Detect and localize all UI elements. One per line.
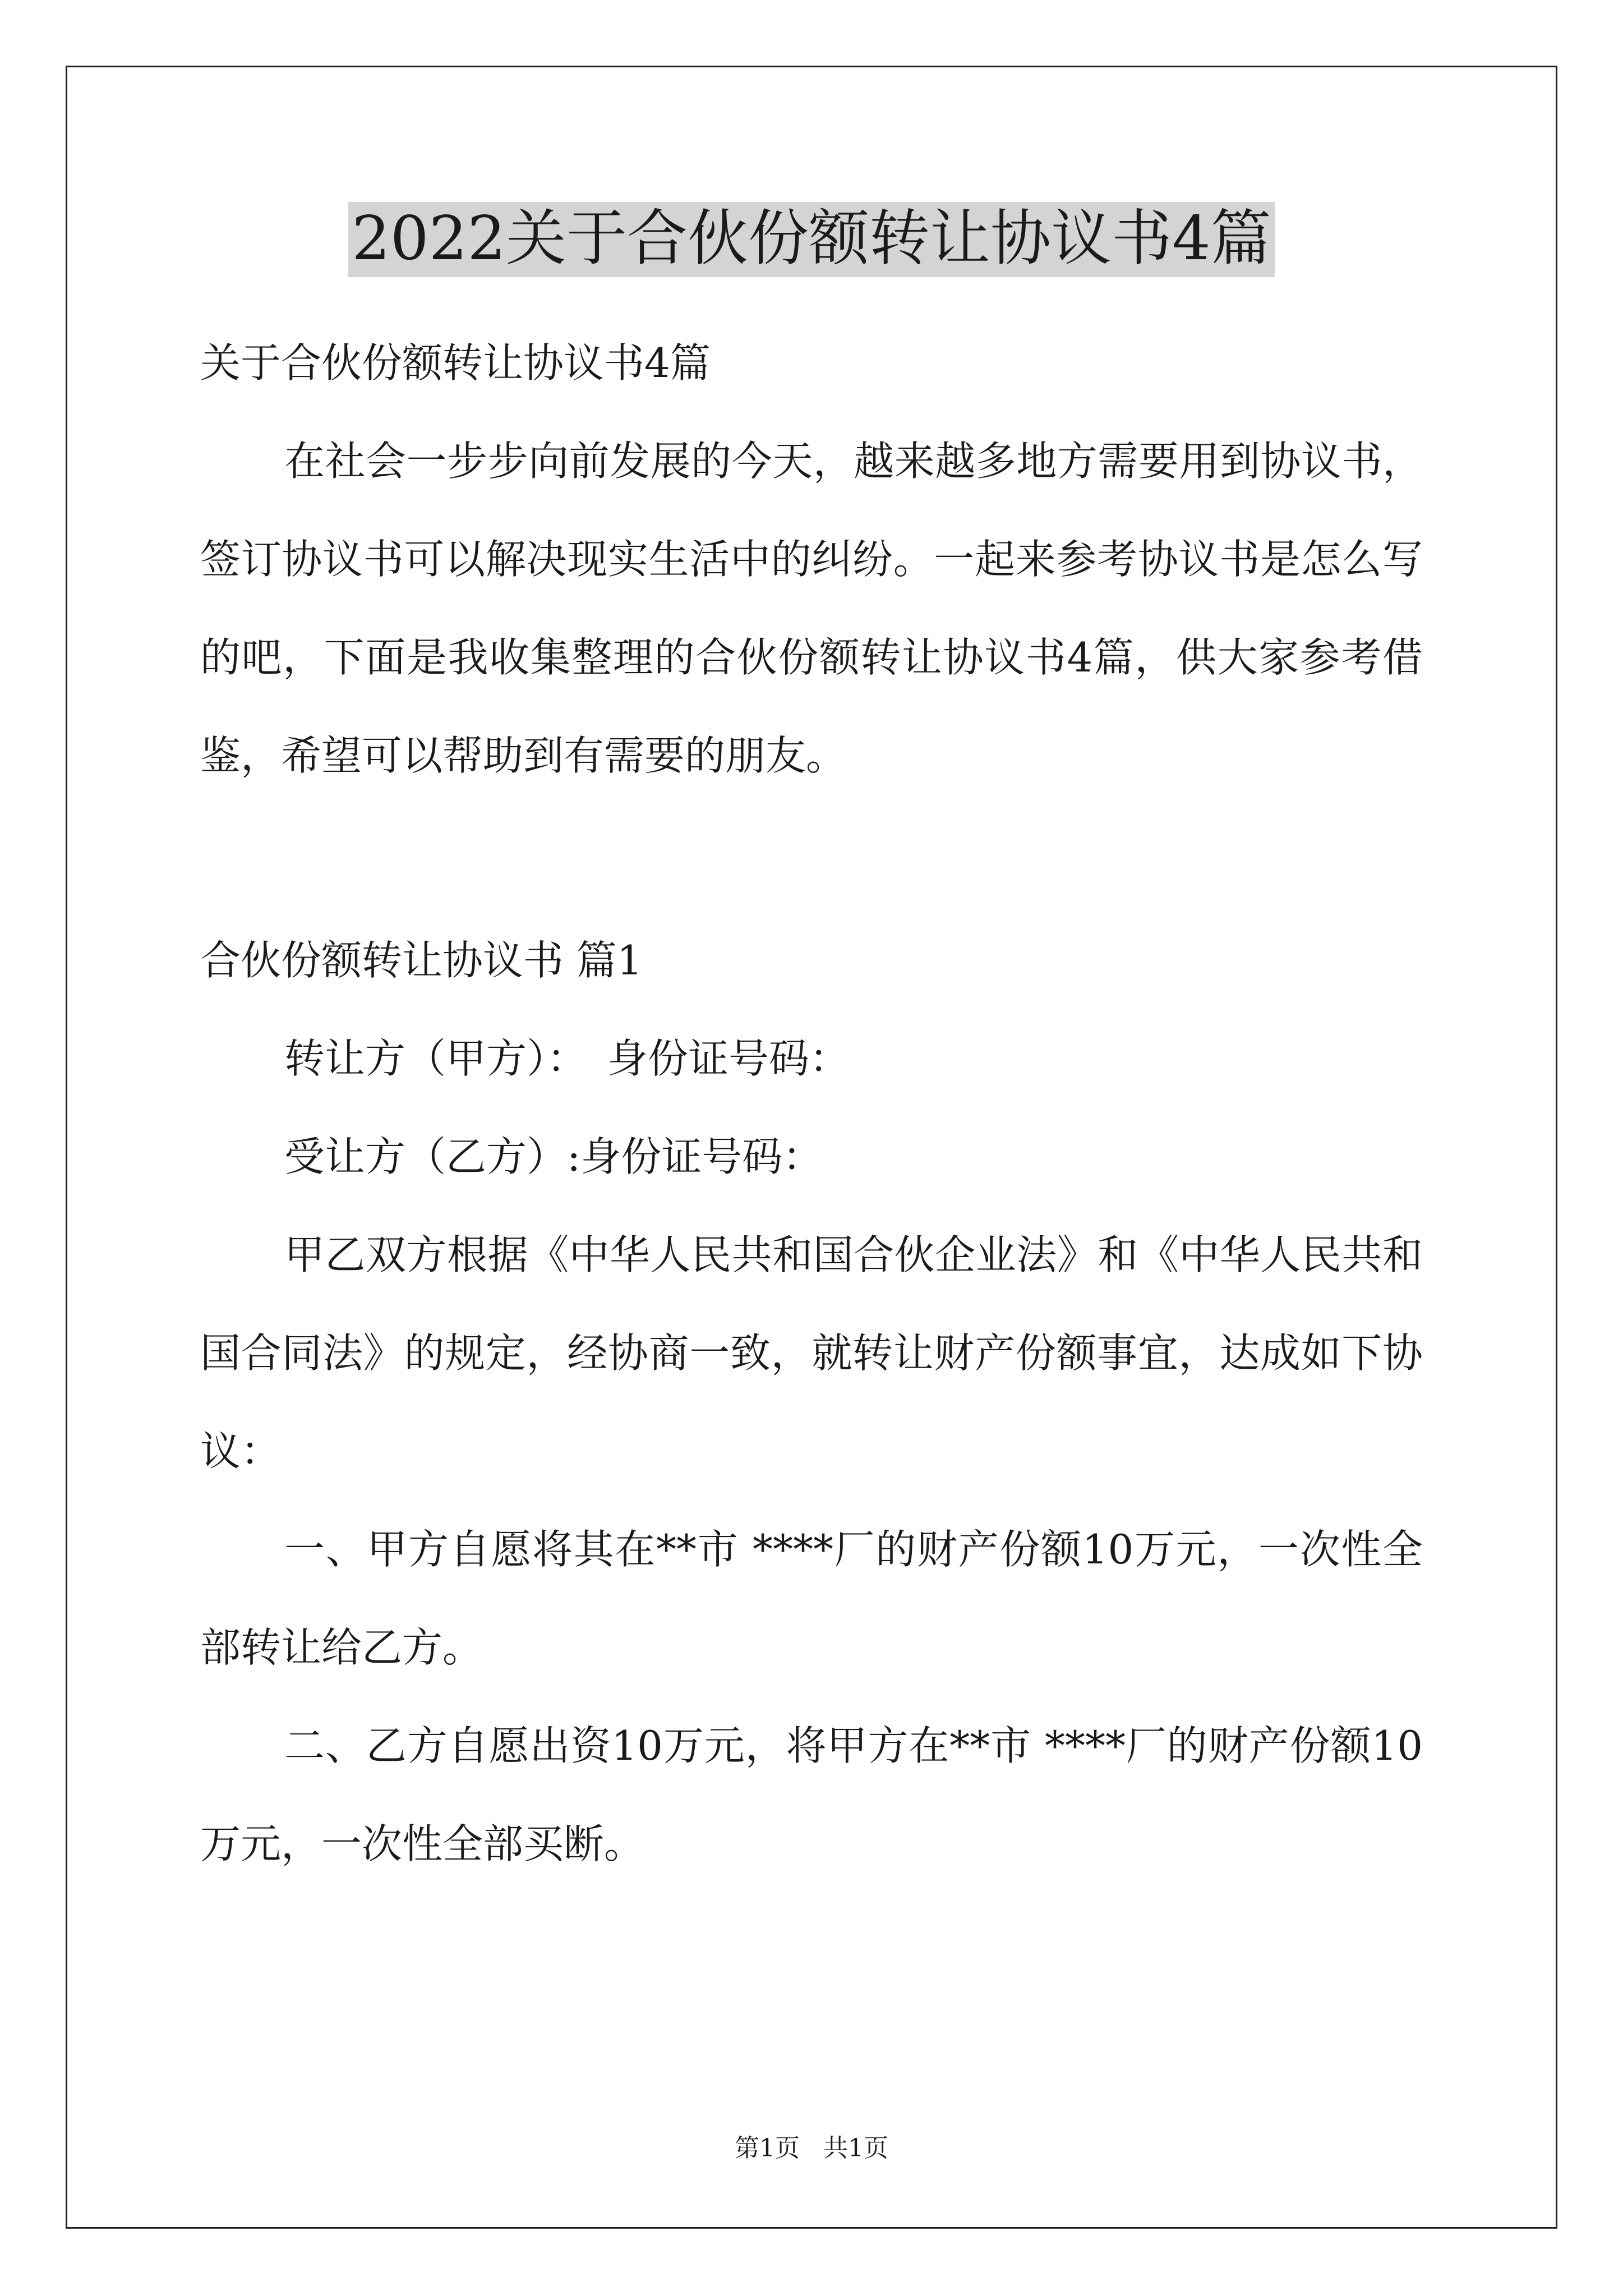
- preamble-paragraph: 甲乙双方根据《中华人民共和国合伙企业法》和《中华人民共和国合同法》的规定，经协商一致，就转让财产份额事宜，达成如下协议：: [200, 1231, 1423, 1475]
- page-number-current: 第1页: [735, 2134, 800, 2162]
- transferor-line: 转让方（甲方）： 身份证号码：: [284, 1035, 850, 1082]
- section-spacer: [200, 805, 1423, 912]
- document-body: [200, 314, 1423, 1893]
- clause-2: 二、乙方自愿出资10万元，将甲方在**市 ****厂的财产份额10万元，一次性全部买断。: [200, 1722, 1423, 1867]
- document-title: [0, 202, 1623, 277]
- section-heading: 合伙份额转让协议书 篇1: [200, 937, 643, 984]
- page-number-total: 共1页: [823, 2134, 888, 2162]
- document-title-text: 2022关于合伙份额转让协议书4篇: [348, 202, 1275, 277]
- intro-paragraph: 在社会一步步向前发展的今天，越来越多地方需要用到协议书，签订协议书可以解决现实生活中的纠纷。一起来参考协议书是怎么写的吧，下面是我收集整理的合伙份额转让协议书4篇，供大家参考借鉴，希望可以帮助到有需要的朋友。: [200, 438, 1423, 779]
- page-footer: [0, 2132, 1623, 2165]
- transferee-line: 受让方（乙方）:身份证号码：: [284, 1133, 823, 1180]
- document-subtitle: 关于合伙份额转让协议书4篇: [200, 339, 711, 386]
- clause-1: 一、甲方自愿将其在**市 ****厂的财产份额10万元，一次性全部转让给乙方。: [200, 1526, 1423, 1671]
